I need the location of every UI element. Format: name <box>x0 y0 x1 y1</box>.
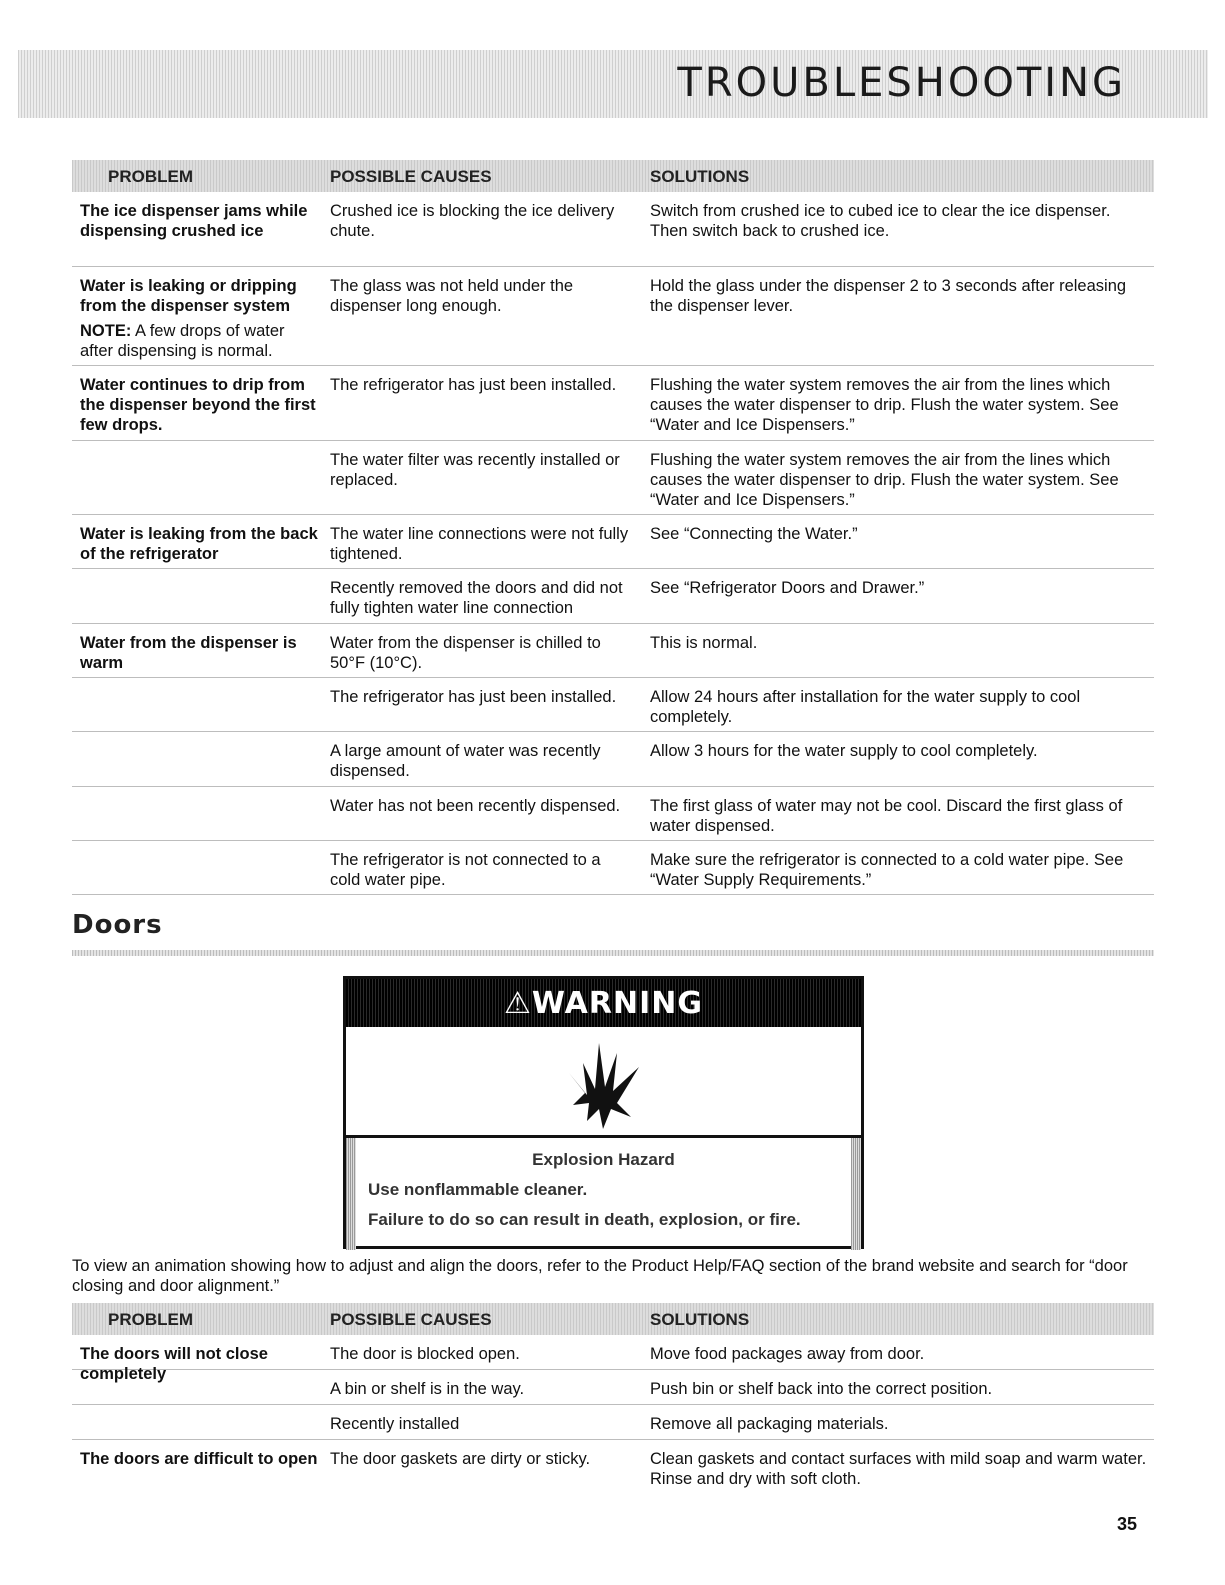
solution-text: Hold the glass under the dispenser 2 to 3 seconds after releasing the dispenser lever. <box>650 277 1127 315</box>
hazard-consequence: Failure to do so can result in death, explosion, or fire. <box>368 1210 801 1229</box>
solution-text: The first glass of water may not be cool. Discard the first glass of water dispensed. <box>650 797 1123 835</box>
cause-text: A bin or shelf is in the way. <box>330 1380 525 1398</box>
solution-text: Allow 24 hours after installation for the water supply to cool completely. <box>650 688 1081 726</box>
table-row <box>72 1405 1154 1440</box>
cause-text: Water from the dispenser is chilled to 50°F (10°C). <box>330 634 601 672</box>
table-row <box>72 1335 1154 1383</box>
cause-text: Crushed ice is blocking the ice delivery chute. <box>330 202 615 240</box>
table-row <box>72 192 1154 267</box>
page-number: 35 <box>1117 1514 1138 1534</box>
cause-text: A large amount of water was recently dispensed. <box>330 742 601 780</box>
solution-text: Remove all packaging materials. <box>650 1415 889 1433</box>
troubleshooting-table-doors <box>72 1303 1154 1494</box>
cause-text: The door is blocked open. <box>330 1345 520 1363</box>
table-row <box>72 624 1154 678</box>
section-divider <box>72 950 1154 956</box>
solution-text: Switch from crushed ice to cubed ice to clear the ice dispenser. Then switch back to crushed ice. <box>650 202 1111 240</box>
solution-text: Flushing the water system removes the air from the lines which causes the water dispenser to drip. Flush the water system. See “Water and Ice Dispensers.” <box>650 451 1119 509</box>
cause-text: The water line connections were not fully tightened. <box>330 525 629 563</box>
note-body: A few drops of water after dispensing is normal. <box>80 322 285 360</box>
table-row <box>72 569 1154 624</box>
column-header-solutions: SOLUTIONS <box>650 1310 750 1329</box>
problem-text: The doors will not close completely <box>80 1345 268 1383</box>
cause-text: Water has not been recently dispensed. <box>330 797 621 815</box>
page-title: TROUBLESHOOTING <box>677 60 1126 106</box>
problem-text: Water continues to drip from the dispenser beyond the first few drops. <box>80 376 316 434</box>
explosion-icon <box>559 1033 649 1133</box>
cause-text: The glass was not held under the dispenser long enough. <box>330 277 574 315</box>
table-row <box>72 366 1154 441</box>
cause-text: The refrigerator is not connected to a cold water pipe. <box>330 851 601 889</box>
cause-text: The door gaskets are dirty or sticky. <box>330 1450 591 1468</box>
doors-intro-text: To view an animation showing how to adjust and align the doors, refer to the Product Help/FAQ section of the brand website and search for “door closing and door alignment.” <box>72 1257 1128 1295</box>
table-row <box>72 1440 1154 1494</box>
table-header <box>72 160 1154 192</box>
warning-text <box>346 1138 861 1250</box>
problem-text: The doors are difficult to open <box>80 1450 318 1468</box>
problem-text: Water from the dispenser is warm <box>80 634 297 672</box>
table-row <box>72 515 1154 569</box>
problem-text: Water is leaking from the back of the refrigerator <box>80 525 318 563</box>
solution-text: See “Connecting the Water.” <box>650 525 858 543</box>
solution-text: This is normal. <box>650 634 758 652</box>
solution-text: Allow 3 hours for the water supply to cool completely. <box>650 742 1038 760</box>
section-title-doors: Doors <box>72 910 163 940</box>
note-text <box>80 321 320 361</box>
solution-text: Move food packages away from door. <box>650 1345 925 1363</box>
table-row <box>72 441 1154 515</box>
note-label: NOTE: <box>80 322 132 340</box>
column-header-problem: PROBLEM <box>108 167 193 186</box>
solution-text: Make sure the refrigerator is connected to a cold water pipe. See “Water Supply Requirements.” <box>650 851 1124 889</box>
problem-text: Water is leaking or dripping from the dispenser system <box>80 277 297 315</box>
problem-text: The ice dispenser jams while dispensing crushed ice <box>80 202 308 240</box>
warning-side-pattern <box>851 1138 861 1250</box>
solution-text: Flushing the water system removes the air from the lines which causes the water dispenser to drip. Flush the water system. See “Water and Ice Dispensers.” <box>650 376 1119 434</box>
cause-text: The refrigerator has just been installed. <box>330 376 617 394</box>
cause-text: Recently removed the doors and did not fully tighten water line connection <box>330 579 623 617</box>
warning-heading: ⚠WARNING <box>346 979 861 1027</box>
column-header-causes: POSSIBLE CAUSES <box>330 167 492 186</box>
table-row <box>72 678 1154 732</box>
table-row <box>72 1370 1154 1405</box>
cause-text: The water filter was recently installed or replaced. <box>330 451 620 489</box>
column-header-solutions: SOLUTIONS <box>650 167 750 186</box>
warning-box <box>343 976 864 1249</box>
solution-text: See “Refrigerator Doors and Drawer.” <box>650 579 925 597</box>
table-row <box>72 732 1154 787</box>
table-row <box>72 267 1154 366</box>
warning-icon-area <box>346 1027 861 1138</box>
cause-text: The refrigerator has just been installed. <box>330 688 617 706</box>
column-header-problem: PROBLEM <box>108 1310 193 1329</box>
solution-text: Push bin or shelf back into the correct position. <box>650 1380 993 1398</box>
solution-text: Clean gaskets and contact surfaces with mild soap and warm water. Rinse and dry with soft cloth. <box>650 1450 1147 1488</box>
hazard-instruction: Use nonflammable cleaner. <box>368 1180 588 1199</box>
hazard-title: Explosion Hazard <box>532 1150 675 1169</box>
column-header-causes: POSSIBLE CAUSES <box>330 1310 492 1329</box>
troubleshooting-table-dispenser <box>72 160 1154 895</box>
table-header <box>72 1303 1154 1335</box>
table-row <box>72 787 1154 841</box>
header-banner <box>18 50 1208 118</box>
table-row <box>72 841 1154 895</box>
cause-text: Recently installed <box>330 1415 460 1433</box>
warning-side-pattern <box>346 1138 356 1250</box>
